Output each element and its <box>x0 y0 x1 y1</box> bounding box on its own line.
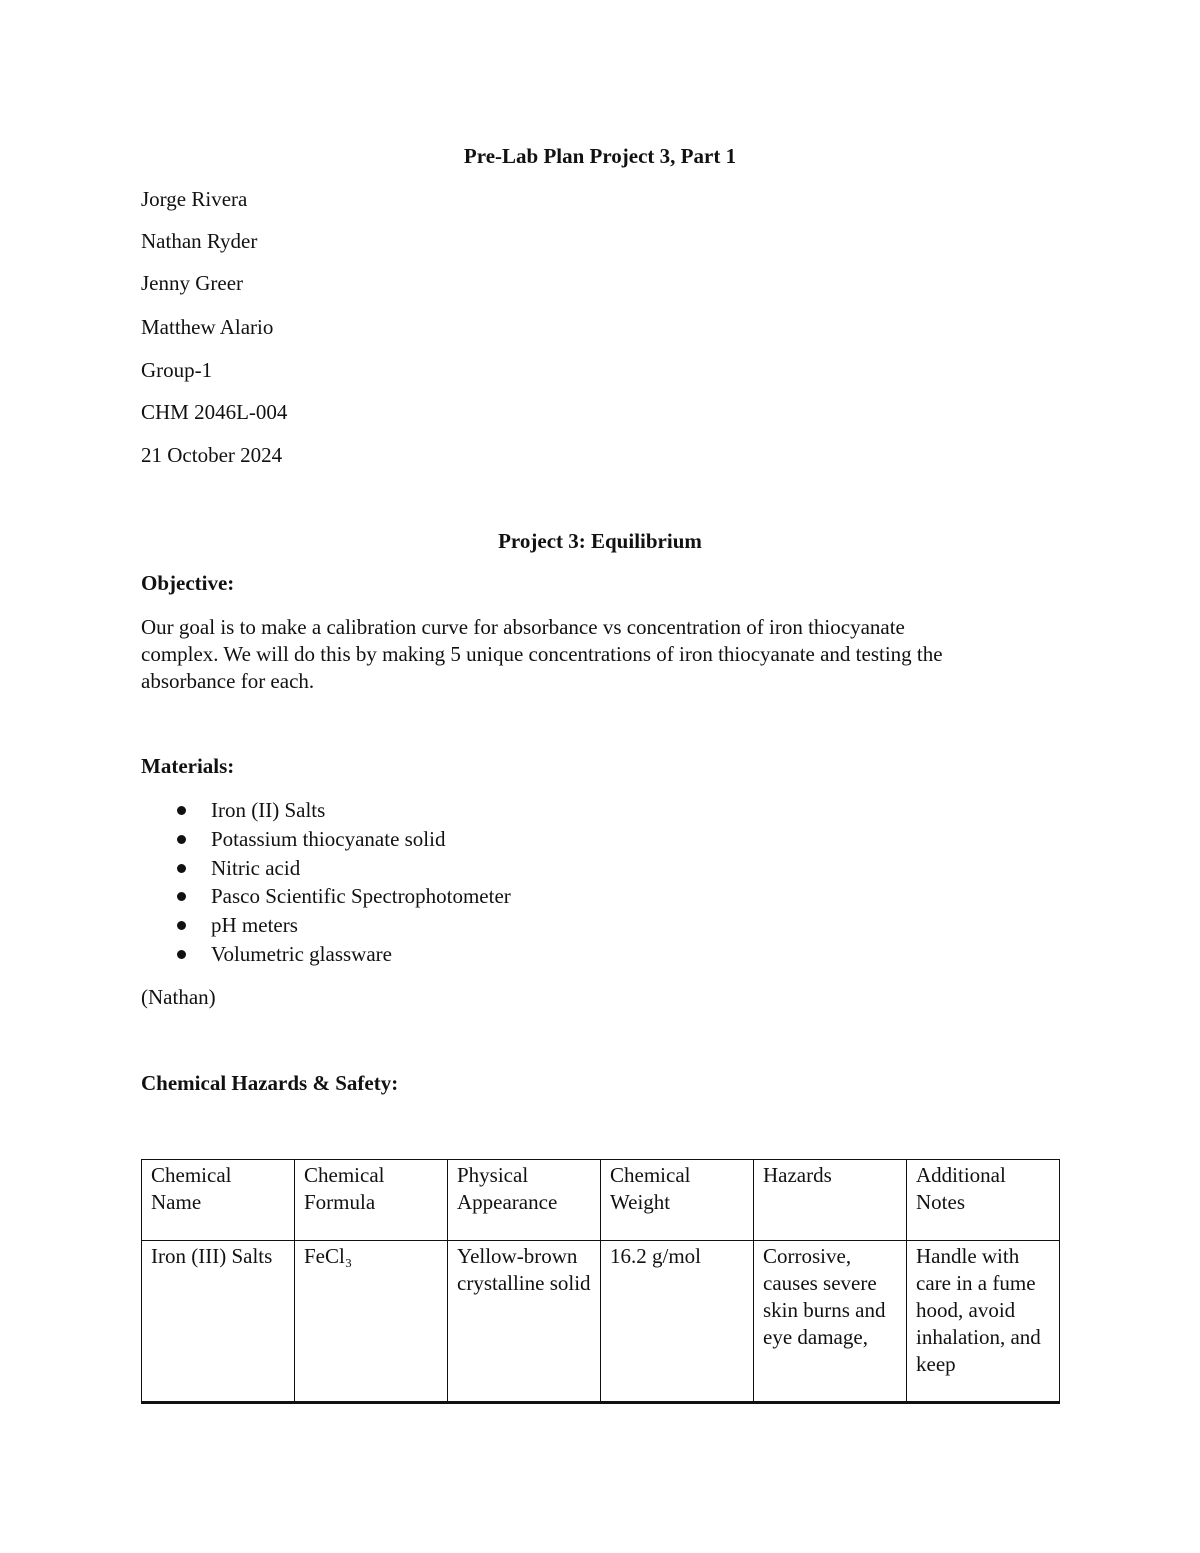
safety-heading: Chemical Hazards & Safety: <box>141 1071 399 1095</box>
cell-hazards: Corrosive, causes severe skin burns and eye damage, <box>754 1241 907 1403</box>
cell-chemical-weight: 16.2 g/mol <box>601 1241 754 1403</box>
hazards-table <box>141 1159 1060 1404</box>
bullet-icon <box>177 835 186 844</box>
material-label: Pasco Scientific Spectrophotometer <box>211 884 511 909</box>
document-date: 21 October 2024 <box>141 443 283 467</box>
material-label: pH meters <box>211 913 298 938</box>
table-header-row <box>142 1160 1060 1241</box>
list-item <box>141 882 511 911</box>
objective-line: absorbance for each. <box>141 669 315 693</box>
list-item <box>141 796 511 825</box>
bullet-icon <box>177 892 186 901</box>
materials-author-note: (Nathan) <box>141 985 216 1009</box>
objective-paragraph <box>141 614 1061 695</box>
list-item <box>141 911 511 940</box>
objective-line: complex. We will do this by making 5 unique concentrations of iron thiocyanate and testing the <box>141 642 943 666</box>
objective-heading: Objective: <box>141 571 235 595</box>
material-label: Volumetric glassware <box>211 941 392 966</box>
bullet-icon <box>177 864 186 873</box>
list-item <box>141 825 511 854</box>
cell-chemical-formula: FeCl₃ <box>295 1241 448 1403</box>
material-label: Nitric acid <box>211 855 301 880</box>
objective-line: Our goal is to make a calibration curve for absorbance vs concentration of iron thiocyanate <box>141 615 905 639</box>
column-header: Hazards <box>754 1160 907 1241</box>
materials-heading: Materials: <box>141 754 235 778</box>
cell-additional-notes: Handle with care in a fume hood, avoid inhalation, and keep <box>907 1241 1060 1403</box>
member-name: Nathan Ryder <box>141 229 258 253</box>
column-header: Chemical Name <box>142 1160 295 1241</box>
list-item <box>141 854 511 883</box>
course-code: CHM 2046L-004 <box>141 400 288 424</box>
member-name: Jenny Greer <box>141 271 244 295</box>
material-label: Iron (II) Salts <box>211 798 326 822</box>
member-name: Matthew Alario <box>141 315 274 339</box>
group-label: Group-1 <box>141 358 213 382</box>
column-header: Chemical Formula <box>295 1160 448 1241</box>
project-title: Project 3: Equilibrium <box>498 529 702 553</box>
list-item <box>141 940 511 969</box>
material-label: Potassium thiocyanate solid <box>211 826 446 851</box>
document-title: Pre-Lab Plan Project 3, Part 1 <box>463 144 737 168</box>
materials-list <box>141 796 511 969</box>
bullet-icon <box>177 806 186 815</box>
member-name: Jorge Rivera <box>141 187 248 211</box>
column-header: Physical Appearance <box>448 1160 601 1241</box>
bullet-icon <box>177 950 186 959</box>
column-header: Additional Notes <box>907 1160 1060 1241</box>
column-header: Chemical Weight <box>601 1160 754 1241</box>
cell-chemical-name: Iron (III) Salts <box>142 1241 295 1403</box>
bullet-icon <box>177 921 186 930</box>
table-row <box>142 1241 1060 1403</box>
cell-physical-appearance: Yellow-brown crystalline solid <box>448 1241 601 1403</box>
